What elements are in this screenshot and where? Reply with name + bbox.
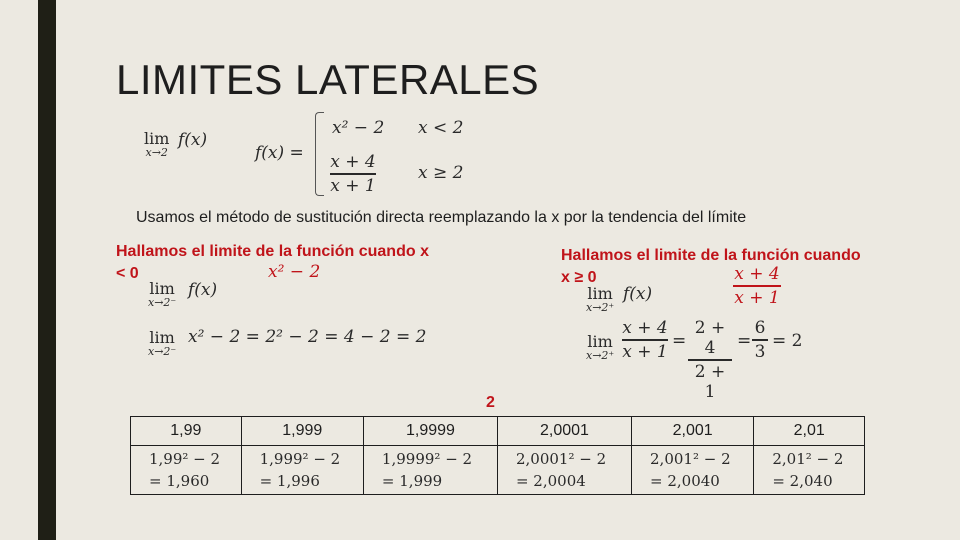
calc-result: = 1,996 bbox=[259, 472, 320, 490]
definition-limit-fx: f(x) bbox=[178, 130, 208, 150]
table-header-cell: 2,01 bbox=[754, 417, 865, 446]
limit-result: 2 bbox=[486, 394, 495, 411]
piece2-denominator: x + 1 bbox=[330, 175, 376, 196]
table-header-cell: 2,001 bbox=[632, 417, 754, 446]
lim-word: lim bbox=[149, 328, 175, 347]
denominator: x + 1 bbox=[622, 341, 668, 362]
lim-word: lim bbox=[149, 279, 175, 298]
right-limit-fx: f(x) bbox=[623, 284, 653, 304]
numerator: x + 4 bbox=[622, 318, 668, 338]
calc-result: = 2,0004 bbox=[515, 472, 586, 490]
method-text: Usamos el método de sustitución directa reemplazando la x por la tendencia del límite bbox=[136, 209, 747, 226]
piece2-condition: x ≥ 2 bbox=[418, 163, 464, 183]
lim-subscript: x→2 bbox=[145, 146, 168, 159]
table-header-cell: 1,9999 bbox=[363, 417, 497, 446]
calc-line: 1,9999² − 2 bbox=[381, 450, 473, 468]
piece1-condition: x < 2 bbox=[418, 118, 464, 138]
lim-subscript: x→2⁺ bbox=[586, 349, 615, 362]
right-heading-line1: Hallamos el limite de la función cuando bbox=[561, 247, 861, 264]
fraction-bar bbox=[688, 359, 732, 361]
piecewise-brace bbox=[315, 112, 324, 196]
denominator: 2 + 1 bbox=[694, 361, 726, 402]
left-heading-line1: Hallamos el limite de la función cuando x bbox=[116, 243, 429, 260]
accent-bar bbox=[38, 0, 56, 540]
numerator: 2 + 4 bbox=[694, 318, 726, 358]
red-numerator: x + 4 bbox=[734, 264, 780, 284]
left-red-expression: x² − 2 bbox=[268, 262, 321, 282]
fraction-bar bbox=[330, 173, 376, 175]
calc-line: 1,99² − 2 bbox=[149, 450, 221, 468]
lim-word: lim bbox=[587, 332, 613, 351]
left-eval-limit bbox=[148, 330, 176, 357]
definition-limit bbox=[144, 131, 169, 158]
fx-equals: f(x) = bbox=[255, 143, 304, 163]
numerator: 6 bbox=[754, 318, 766, 338]
eval-fraction-1 bbox=[622, 318, 668, 362]
right-result: = 2 bbox=[772, 331, 803, 351]
calc-result: = 1,999 bbox=[381, 472, 443, 490]
right-limit bbox=[586, 286, 614, 313]
piece2-fraction bbox=[330, 152, 376, 196]
fraction-bar bbox=[622, 339, 668, 341]
slide-title: LIMITES LATERALES bbox=[116, 56, 540, 103]
right-heading-line2: x ≥ 0 bbox=[561, 269, 597, 286]
table-cell bbox=[754, 446, 865, 495]
right-eval-limit bbox=[586, 334, 614, 361]
calc-line: 1,999² − 2 bbox=[259, 450, 341, 468]
calc-result: = 2,0040 bbox=[650, 472, 720, 490]
calc-line: 2,001² − 2 bbox=[650, 450, 731, 468]
table-cell bbox=[241, 446, 363, 495]
table-header-cell: 1,99 bbox=[131, 417, 242, 446]
table-header-cell: 1,999 bbox=[241, 417, 363, 446]
calc-result: = 2,040 bbox=[772, 472, 833, 490]
eval-fraction-3 bbox=[752, 318, 768, 362]
table-cell bbox=[632, 446, 754, 495]
calc-line: 2,01² − 2 bbox=[772, 450, 844, 468]
equals-sign-1: = bbox=[672, 331, 687, 351]
lim-subscript: x→2⁺ bbox=[586, 301, 615, 314]
piece1-expression: x² − 2 bbox=[332, 118, 385, 138]
left-evaluation: x² − 2 = 2² − 2 = 4 − 2 = 2 bbox=[188, 327, 427, 347]
lim-subscript: x→2⁻ bbox=[148, 345, 177, 358]
right-red-fraction bbox=[733, 264, 781, 308]
table-row bbox=[131, 446, 865, 495]
table-cell bbox=[497, 446, 631, 495]
left-heading-line2: < 0 bbox=[116, 265, 139, 282]
values-table bbox=[130, 416, 865, 495]
lim-word: lim bbox=[144, 129, 170, 148]
equals-sign-2: = bbox=[737, 331, 752, 351]
eval-fraction-2 bbox=[688, 318, 732, 402]
table-header-cell: 2,0001 bbox=[497, 417, 631, 446]
table-cell bbox=[363, 446, 497, 495]
left-limit bbox=[148, 281, 176, 308]
calc-line: 2,0001² − 2 bbox=[515, 450, 607, 468]
piece2-numerator: x + 4 bbox=[330, 152, 376, 172]
table-cell bbox=[131, 446, 242, 495]
fraction-bar bbox=[733, 285, 781, 287]
lim-subscript: x→2⁻ bbox=[148, 296, 177, 309]
red-denominator: x + 1 bbox=[734, 287, 780, 308]
calc-result: = 1,960 bbox=[149, 472, 210, 490]
fraction-bar bbox=[752, 339, 768, 341]
denominator: 3 bbox=[754, 341, 766, 362]
left-limit-fx: f(x) bbox=[188, 280, 218, 300]
lim-word: lim bbox=[587, 284, 613, 303]
table-header-row bbox=[131, 417, 865, 446]
